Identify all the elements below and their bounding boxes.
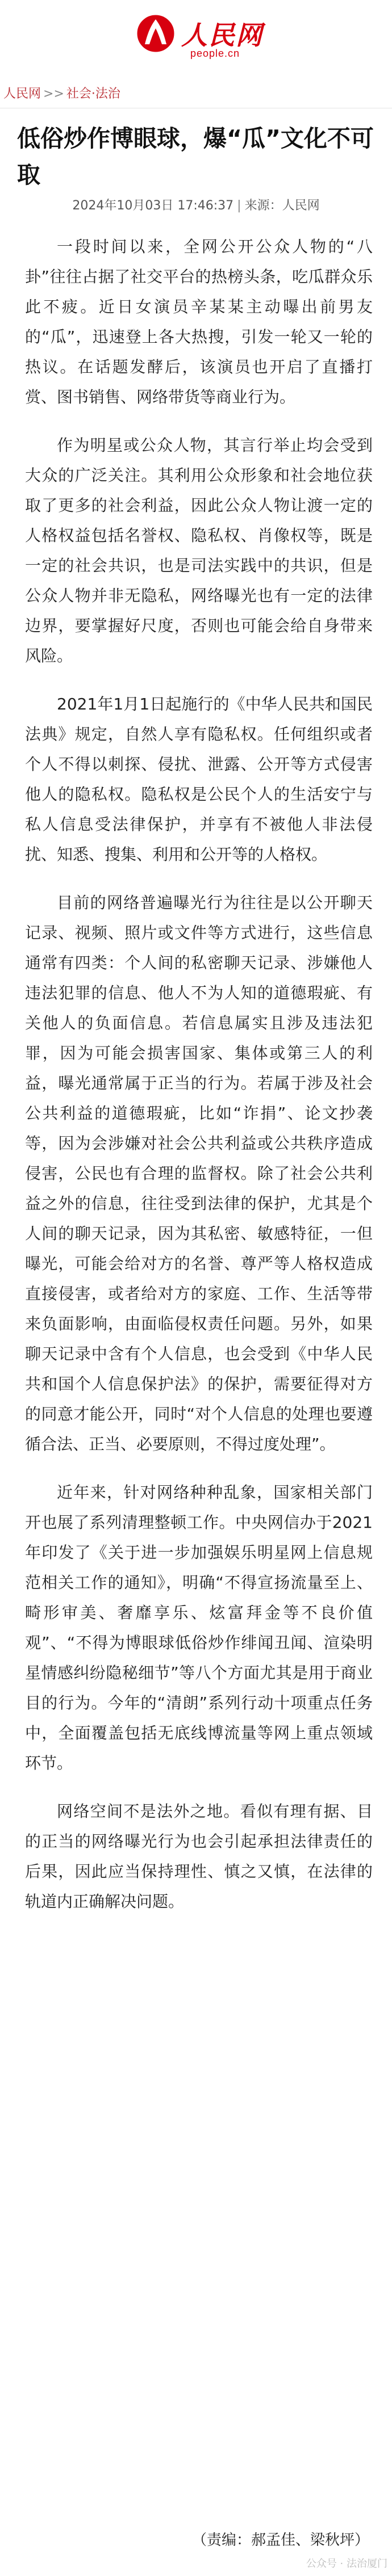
- article-date: 2024年10月03日 17:46:37: [72, 199, 234, 213]
- article-paragraph: 作为明星或公众人物，其言行举止均会受到大众的广泛关注。其利用公众形象和社会地位获取了更多的社会利益，因此公众人物让渡一定的人格权益包括名誉权、隐私权、肖像权等，既是一定的社会共识，也是司法实践中的共识，但是公众人物并非无隐私，网络曝光也有一定的法律边界，要掌握好尺度，否则也可能会给自身带来风险。: [25, 436, 373, 665]
- article-meta: [0, 196, 392, 213]
- breadcrumb-section-link[interactable]: 社会·法治: [66, 87, 120, 101]
- article-paragraph: 2021年1月1日起施行的《中华人民共和国民法典》规定，自然人享有隐私权。任何组织或者个人不得以刺探、侵扰、泄露、公开等方式侵害他人的隐私权。隐私权是公民个人的生活安宁与私人信息受法律保护，并享有不被他人非法侵扰、知悉、搜集、利用和公开等的人格权。: [25, 695, 373, 864]
- article-paragraph: 目前的网络普遍曝光行为往往是以公开聊天记录、视频、照片或文件等方式进行，这些信息通常有四类：个人间的私密聊天记录、涉嫌他人违法犯罪的信息、他人不为人知的道德瑕疵、有关他人的负面信息。若信息属实且涉及违法犯罪，因为可能会损害国家、集体或第三人的利益，曝光通常属于正当的行为。若属于涉及社会公共利益的道德瑕疵，比如“诈捐”、论文抄袭等，因为会涉嫌对社会公共利益或公共秩序造成侵害，公民也有合理的监督权。除了社会公共利益之外的信息，往往受到法律的保护，尤其是个人间的聊天记录，因为其私密、敏感特征，一但曝光，可能会给对方的名誉、尊严等人格权造成直接侵害，或者给对方的家庭、工作、生活等带来负面影响，由面临侵权责任问题。另外，如果聊天记录中含有个人信息，也会受到《中华人民共和国个人信息保护法》的保护，需要征得对方的同意才能公开，同时“对个人信息的处理也要遵循合法、正当、必要原则，不得过度处理”。: [25, 893, 373, 1453]
- breadcrumb-separator: >>: [43, 87, 64, 101]
- breadcrumb-home-link[interactable]: 人民网: [3, 87, 41, 101]
- logo-url: people.cn: [190, 48, 240, 59]
- article-paragraph: 一段时间以来，全网公开公众人物的“八卦”往往占据了社交平台的热榜头条，吃瓜群众乐此不疲。近日女演员辛某某主动曝出前男友的“瓜”，迅速登上各大热搜，引发一轮又一轮的热议。在话题发酵后，该演员也开启了直播打赏、图书销售、网络带货等商业行为。: [25, 237, 373, 406]
- people-daily-emblem-icon: [134, 11, 178, 56]
- article-body: [25, 232, 373, 1935]
- logo-text: 人民网: [181, 20, 263, 51]
- meta-divider: |: [237, 199, 241, 213]
- article-editor: （责编：郝孟佳、梁秋坪）: [191, 2532, 369, 2549]
- breadcrumb: [3, 84, 120, 102]
- site-logo[interactable]: [134, 11, 270, 62]
- article-source[interactable]: 来源：人民网: [244, 199, 320, 213]
- watermark: 公众号 · 法治厦门: [306, 2558, 387, 2570]
- page-header: [0, 0, 392, 108]
- article-paragraph: 网络空间不是法外之地。看似有理有据、目的正当的网络曝光行为也会引起承担法律责任的后果，因此应当保持理性、慎之又慎，在法律的轨道内正确解决问题。: [25, 1802, 373, 1911]
- article-title: 低俗炒作博眼球，爆“瓜”文化不可取: [17, 125, 374, 188]
- article-paragraph: 近年来，针对网络种种乱象，国家相关部门开也展了系列清理整顿工作。中央网信办于2021年印发了《关于进一步加强娱乐明星网上信息规范相关工作的通知》，明确“不得宣扬流量至上、畸形审美、奢靡享乐、炫富拜金等不良价值观”、“不得为博眼球低俗炒作绯闻丑闻、渲染明星情感纠纷隐秘细节”等八个方面尤其是用于商业目的行为。今年的“清朗”系列行动十项重点任务中，全面覆盖包括无底线博流量等网上重点领域环节。: [25, 1483, 373, 1772]
